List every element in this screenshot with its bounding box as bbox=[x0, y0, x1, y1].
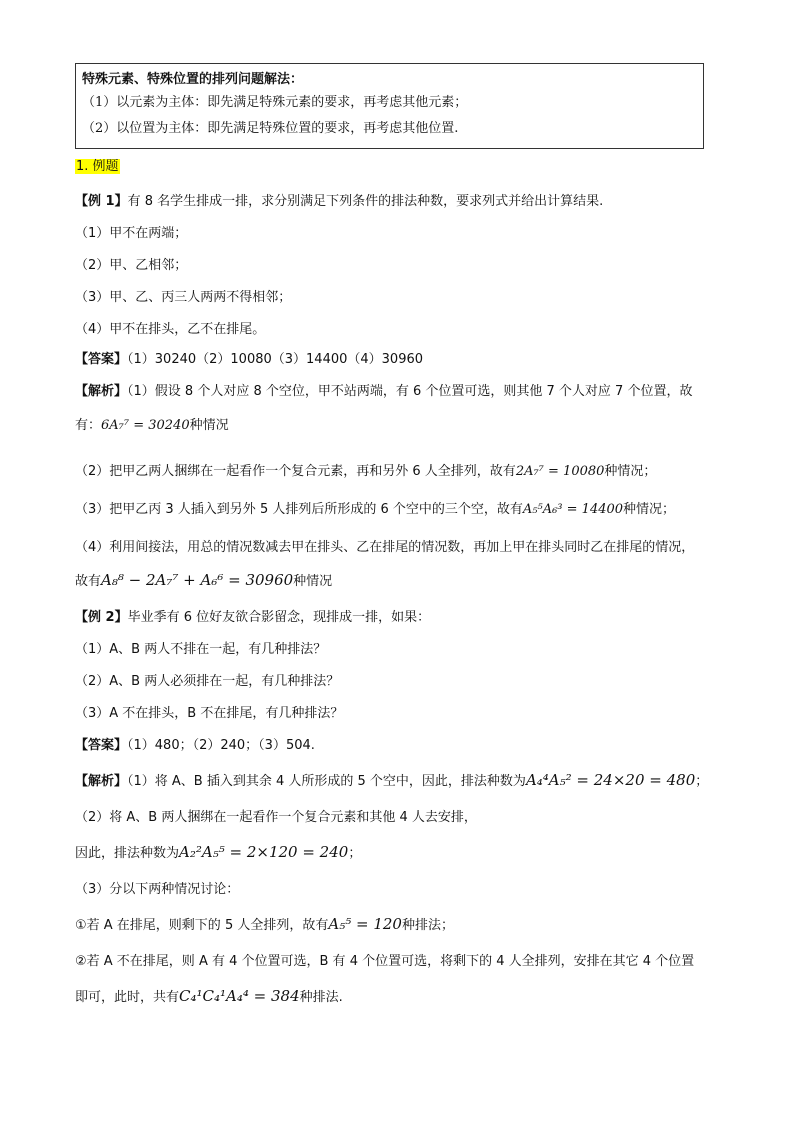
ex1-analysis-1a-text: （1）假设 8 个人对应 8 个空位，甲不站两端，有 6 个位置可选，则其他 7 个人对应 7 个位置，故 bbox=[127, 384, 693, 399]
method-box-line-2: （2）以位置为主体：即先满足特殊位置的要求，再考虑其他位置. bbox=[82, 121, 459, 136]
method-box-line-1: （1）以元素为主体：即先满足特殊元素的要求，再考虑其他元素； bbox=[82, 95, 468, 110]
ex1-analysis-3-pre: （3）把甲乙丙 3 人插入到另外 5 人排列后所形成的 6 个空中的三个空，故有 bbox=[75, 502, 523, 517]
ex1-question-text: 有 8 名学生排成一排，求分别满足下列条件的排法种数，要求列式并给出计算结果. bbox=[127, 194, 604, 209]
ex1-q1: （1）甲不在两端； bbox=[75, 226, 188, 241]
ex2-answer-text: （1）480；（2）240；（3）504. bbox=[127, 738, 315, 753]
ex2-analysis-1-post: ； bbox=[695, 774, 709, 789]
ex1-q2: （2）甲、乙相邻； bbox=[75, 258, 188, 273]
ex1-analysis-2-formula: 2A₇⁷ = 10080 bbox=[515, 464, 605, 479]
ex2-analysis-1-pre: （1）将 A、B 插入到其余 4 人所形成的 5 个空中，因此，排法种数为 bbox=[127, 774, 526, 789]
ex1-analysis-1b-formula: 6A₇⁷ = 30240 bbox=[101, 418, 190, 433]
ex2-answer-tag: 【答案】 bbox=[75, 738, 128, 753]
ex1-analysis-2 bbox=[75, 462, 656, 482]
ex1-analysis-1b bbox=[75, 416, 229, 436]
ex1-q4: （4）甲不在排头，乙不在排尾。 bbox=[75, 322, 266, 337]
ex2-case-2b bbox=[75, 986, 343, 1008]
ex2-q2: （2）A、B 两人必须排在一起，有几种排法？ bbox=[75, 674, 340, 689]
ex1-analysis-1b-post: 种情况 bbox=[189, 418, 229, 433]
ex1-analysis-3-formula: A₅⁵A₆³ = 14400 bbox=[522, 502, 624, 517]
ex2-case-2a: ②若 A 不在排尾，则 A 有 4 个位置可选，B 有 4 个位置可选，将剩下的 4 人全排列，安排在其它 4 个位置 bbox=[75, 954, 695, 969]
ex2-case-2b-formula: C₄¹C₄¹A₄⁴ = 384 bbox=[179, 987, 300, 1005]
ex1-analysis-4b-pre: 故有 bbox=[75, 574, 102, 589]
method-box bbox=[75, 63, 704, 149]
ex2-q3: （3）A 不在排头，B 不在排尾，有几种排法？ bbox=[75, 706, 344, 721]
section-heading-text: 1. 例题 bbox=[76, 159, 119, 174]
ex2-case-1-formula: A₅⁵ = 120 bbox=[328, 915, 402, 933]
ex1-analysis-1a bbox=[75, 382, 692, 402]
ex2-tag: 【例 2】 bbox=[75, 610, 128, 625]
ex2-answer bbox=[75, 736, 315, 756]
ex2-analysis-2b-pre: 因此，排法种数为 bbox=[75, 846, 180, 861]
ex2-analysis-tag: 【解析】 bbox=[75, 774, 128, 789]
ex1-tag: 【例 1】 bbox=[75, 194, 128, 209]
section-heading bbox=[75, 157, 120, 177]
ex1-analysis-3-post: 种情况； bbox=[623, 502, 676, 517]
ex1-analysis-tag: 【解析】 bbox=[75, 384, 128, 399]
ex1-answer-tag: 【答案】 bbox=[75, 352, 128, 367]
ex1-analysis-4b-post: 种情况 bbox=[293, 574, 333, 589]
ex1-answer-text: （1）30240（2）10080（3）14400（4）30960 bbox=[127, 352, 424, 367]
ex2-question-text: 毕业季有 6 位好友欲合影留念，现排成一排，如果： bbox=[127, 610, 431, 625]
ex1-question bbox=[75, 192, 603, 212]
ex2-analysis-3: （3）分以下两种情况讨论： bbox=[75, 882, 240, 897]
ex1-analysis-2-pre: （2）把甲乙两人捆绑在一起看作一个复合元素，再和另外 6 人全排列，故有 bbox=[75, 464, 516, 479]
ex2-analysis-2b bbox=[75, 842, 361, 864]
ex2-case-1-pre: ①若 A 在排尾，则剩下的 5 人全排列，故有 bbox=[75, 918, 329, 933]
ex1-analysis-2-post: 种情况； bbox=[604, 464, 657, 479]
ex1-answer bbox=[75, 350, 423, 370]
ex1-analysis-4b bbox=[75, 570, 332, 592]
ex2-analysis-2b-formula: A₂²A₅⁵ = 2×120 = 240 bbox=[179, 843, 349, 861]
method-box-title: 特殊元素、特殊位置的排列问题解法： bbox=[82, 72, 304, 87]
ex2-q1: （1）A、B 两人不排在一起，有几种排法？ bbox=[75, 642, 327, 657]
ex2-case-2b-pre: 即可，此时，共有 bbox=[75, 990, 180, 1005]
ex2-case-1 bbox=[75, 914, 454, 936]
ex2-case-2b-post: 种排法. bbox=[299, 990, 343, 1005]
ex2-analysis-1-formula: A₄⁴A₅² = 24×20 = 480 bbox=[525, 771, 696, 789]
ex1-analysis-3 bbox=[75, 500, 675, 520]
ex2-analysis-1 bbox=[75, 770, 708, 792]
ex2-analysis-2a: （2）将 A、B 两人捆绑在一起看作一个复合元素和其他 4 人去安排， bbox=[75, 810, 477, 825]
ex1-analysis-4b-formula: A₈⁸ − 2A₇⁷ + A₆⁶ = 30960 bbox=[101, 571, 294, 589]
ex2-question bbox=[75, 608, 430, 628]
ex2-case-1-post: 种排法； bbox=[401, 918, 454, 933]
ex1-analysis-4a: （4）利用间接法，用总的情况数减去甲在排头、乙在排尾的情况数，再加上甲在排头同时乙在排尾的情况， bbox=[75, 540, 695, 555]
ex1-analysis-1b-pre: 有： bbox=[75, 418, 102, 433]
ex1-q3: （3）甲、乙、丙三人两两不得相邻； bbox=[75, 290, 292, 305]
ex2-analysis-2b-post: ； bbox=[348, 846, 362, 861]
